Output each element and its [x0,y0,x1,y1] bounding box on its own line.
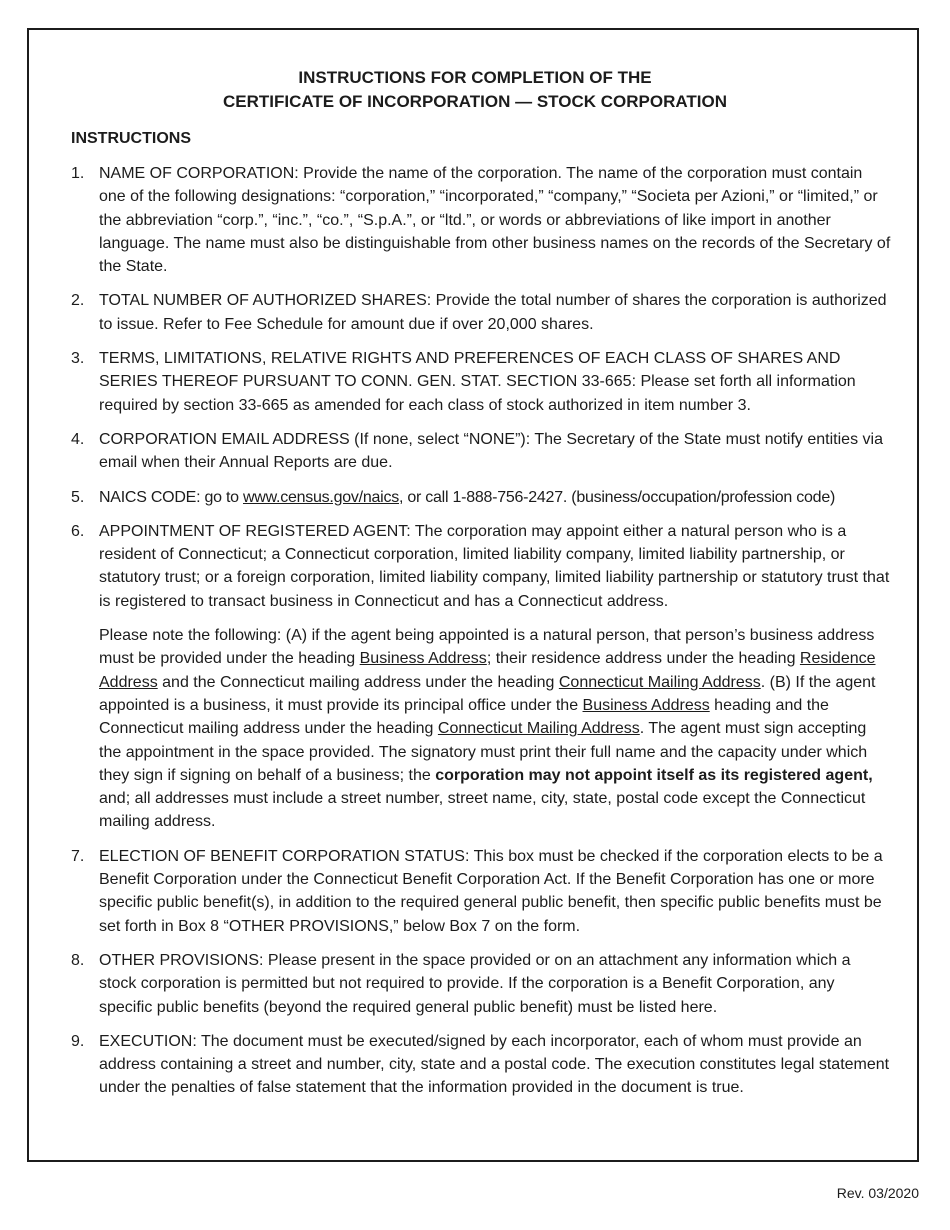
revision-date: Rev. 03/2020 [836,1185,919,1201]
item-text: TERMS, LIMITATIONS, RELATIVE RIGHTS AND PREFERENCES OF EACH CLASS OF SHARES AND SERIES THEREOF PURSUANT TO CONN. GEN. STAT. SECTION 33-665: Please set forth all information required by section 33-665 as amended for each class of stock authorized in item number 3. [99,350,856,414]
item-number: 9. [71,1032,85,1050]
heading-business-address: Business Address [359,650,487,668]
item-text: TOTAL NUMBER OF AUTHORIZED SHARES: Provide the total number of shares the corporation is authorized to issue. Refer to Fee Schedule for amount due if over 20,000 shares. [99,292,887,333]
instruction-item-3 [71,347,891,417]
naics-link[interactable]: www.census.gov/naics [243,488,399,506]
item-number: 2. [71,292,85,310]
instruction-item-9 [71,1030,891,1100]
instruction-item-6 [71,520,891,834]
instruction-item-8 [71,949,891,1019]
heading-connecticut-mailing-address: Connecticut Mailing Address [558,673,761,691]
item-number: 7. [71,847,85,865]
item-number: 3. [71,350,85,368]
heading-business-address: Business Address [582,696,710,714]
item-text: CORPORATION EMAIL ADDRESS (If none, select “NONE”): The Secretary of the State must notify entities via email when their Annual Reports are due. [99,430,883,472]
bold-warning: corporation may not appoint itself as its registered agent, [435,766,873,784]
heading-connecticut-mailing-address: Connecticut Mailing Address [437,720,640,738]
document-title-line-1: INSTRUCTIONS FOR COMPLETION OF THE [298,68,652,87]
item-text: ELECTION OF BENEFIT CORPORATION STATUS: This box must be checked if the corporation elects to be a Benefit Corporation under the Connecticut Benefit Corporation Act. If the Benefit Corporation has one or more specific public benefit(s), in addition to the required general public benefit, then specific public benefits must be set forth in Box 8 “OTHER PROVISIONS,” below Box 7 on the form. [99,847,883,935]
item-number: 5. [71,488,85,506]
note-text: Please note the following: (A) if the agent being appointed is a natural person, that person’s business address must be provided under the heading [99,627,875,668]
instruction-item-7 [71,845,891,938]
note-text: . The agent must sign accepting the appointment in the space provided. The signatory must print their full name and the capacity under which they sign if signing on behalf of a business; the [99,720,868,784]
note-text: heading and the Connecticut mailing address under the heading [99,696,829,738]
item-text: APPOINTMENT OF REGISTERED AGENT: The corporation may appoint either a natural person who is a resident of Connecticut; a Connecticut corporation, limited liability company, limited liability partnership, or statutory trust; or a foreign corporation, limited liability company, limited liability partnership or statutory trust that is registered to transact business in Connecticut and has a Connecticut address. [99,522,890,610]
naics-text-after: , or call 1-888-756-2427. (business/occupation/profession code) [398,488,836,506]
note-text: and the Connecticut mailing address under the heading [157,673,559,691]
item-text: OTHER PROVISIONS: Please present in the space provided or on an attachment any information which a stock corporation is permitted but not required to provide. If the corporation is a Benefit Corporation, any specific public benefits (beyond the required general public benefit) must be listed here. [99,951,851,1016]
item-text: EXECUTION: The document must be executed/signed by each incorporator, each of whom must provide an address containing a street and number, city, state and a postal code. The execution constitutes legal statement under the penalties of false statement that the information provided in the document is true. [99,1032,890,1097]
registered-agent-note [99,624,891,834]
note-text: and; all addresses must include a street number, street name, city, state, postal code except the Connecticut mailing address. [99,790,866,831]
document-title-line-2: CERTIFICATE OF INCORPORATION — STOCK CORPORATION [222,92,727,111]
instructions-list [71,162,891,1111]
item-text [99,486,891,509]
instructions-heading: INSTRUCTIONS [71,130,191,147]
naics-text-before: NAICS CODE: go to [99,488,243,506]
item-text: NAME OF CORPORATION: Provide the name of the corporation. The name of the corporation must contain one of the following designations: “corporation,” “incorporated,” “company,” “Societa per Azioni,” or “limited,” or the abbreviation “corp.”, “inc.”, “co.”, “S.p.A.”, or “ltd.”, or words or abbreviations of like import in another language. The name must also be distinguishable from other business names on the records of the Secretary of the State. [99,165,891,276]
instruction-item-2 [71,289,891,336]
instruction-item-5 [71,486,891,509]
instruction-item-1 [71,162,891,278]
heading-residence-address: Residence Address [99,650,876,691]
item-number: 6. [71,522,85,540]
instruction-item-4 [71,428,891,475]
item-number: 1. [71,165,85,182]
item-number: 8. [71,951,85,969]
item-number: 4. [71,430,85,448]
note-text: . (B) If the agent appointed is a business, it must provide its principal office under the [99,673,876,714]
note-text: ; their residence address under the heading [486,650,800,668]
